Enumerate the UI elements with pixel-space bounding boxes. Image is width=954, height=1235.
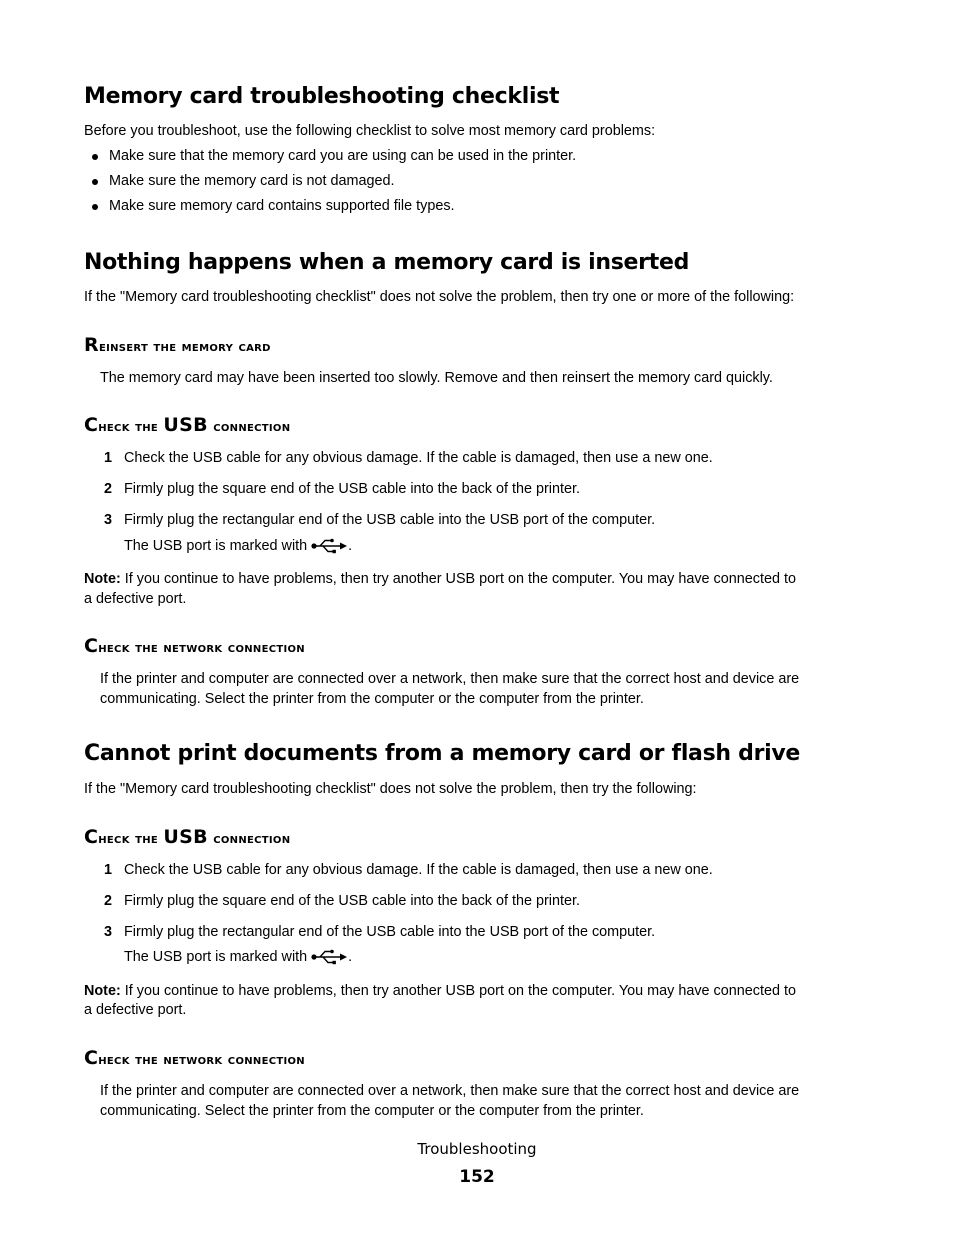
network-text-continued: communicating. Select the printer from the computer or the computer from the printer. [100,691,644,707]
usb-port-line: The USB port is marked with . [124,538,353,554]
subheading-check-network-2: Check the network connection [84,1047,305,1069]
usb-port-line: The USB port is marked with . [124,949,353,965]
usb-icon [311,949,347,965]
subheading-check-usb: Check the USB connection [84,414,291,436]
checklist-bullets [84,144,576,219]
usb-step-3: 3 Firmly plug the rectangular end of the USB cable into the USB port of the computer. [104,924,656,940]
usb-step-2: 2 Firmly plug the square end of the USB cable into the back of the printer. [104,481,580,497]
usb-icon [311,538,347,554]
section-heading-nothing-happens: Nothing happens when a memory card is inserted [84,250,690,275]
usb-step-1: 1 Check the USB cable for any obvious damage. If the cable is damaged, then use a new one. [104,450,713,466]
cannot-print-intro: If the "Memory card troubleshooting checklist" does not solve the problem, then try the following: [84,781,697,797]
usb-note: Note: If you continue to have problems, then try another USB port on the computer. You may have connected to [84,571,796,587]
list-item: Make sure the memory card is not damaged. [84,169,576,194]
bullet-icon [92,204,98,210]
list-item: Make sure memory card contains supported file types. [84,194,576,219]
page-number: 152 [459,1167,495,1187]
subheading-check-usb-2: Check the USB connection [84,826,291,848]
usb-note: Note: If you continue to have problems, then try another USB port on the computer. You may have connected to [84,983,796,999]
usb-step-2: 2 Firmly plug the square end of the USB cable into the back of the printer. [104,893,580,909]
section-heading-checklist: Memory card troubleshooting checklist [84,84,560,109]
checklist-intro: Before you troubleshoot, use the following checklist to solve most memory card problems: [84,123,656,139]
network-text: If the printer and computer are connected over a network, then make sure that the correct host and device are [100,1083,800,1099]
network-text: If the printer and computer are connected over a network, then make sure that the correct host and device are [100,671,800,687]
usb-note-continued: a defective port. [84,591,187,607]
subheading-check-network: Check the network connection [84,635,305,657]
subheading-reinsert-memory-card: Reinsert the memory card [84,334,271,356]
bullet-icon [92,179,98,185]
usb-note-continued: a defective port. [84,1002,187,1018]
list-item: Make sure that the memory card you are using can be used in the printer. [84,144,576,169]
network-text-continued: communicating. Select the printer from the computer or the computer from the printer. [100,1103,644,1119]
usb-step-3: 3 Firmly plug the rectangular end of the USB cable into the USB port of the computer. [104,512,656,528]
reinsert-text: The memory card may have been inserted too slowly. Remove and then reinsert the memory card quickly. [100,370,773,386]
footer-chapter-title: Troubleshooting [417,1140,537,1158]
bullet-icon [92,154,98,160]
nothing-happens-intro: If the "Memory card troubleshooting checklist" does not solve the problem, then try one or more of the following: [84,289,795,305]
section-heading-cannot-print: Cannot print documents from a memory card or flash drive [84,741,801,766]
usb-step-1: 1 Check the USB cable for any obvious damage. If the cable is damaged, then use a new one. [104,862,713,878]
